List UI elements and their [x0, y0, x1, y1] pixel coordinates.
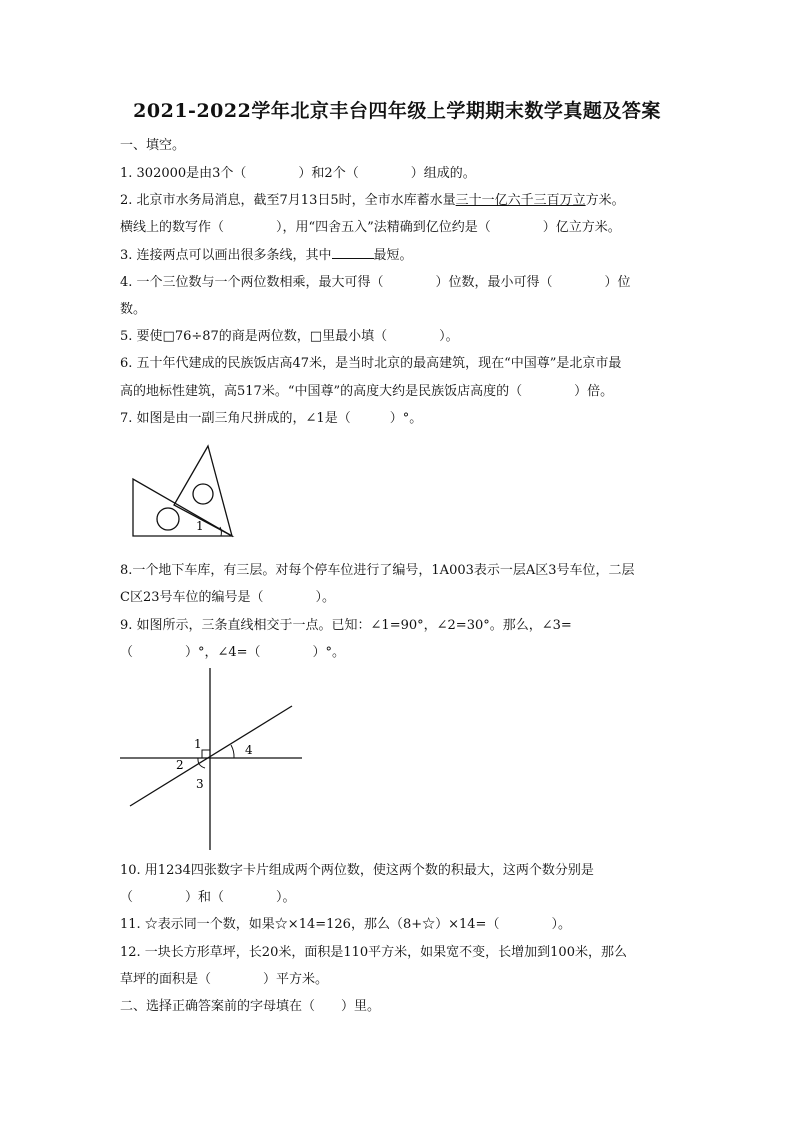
question-8-line-2: C区23号车位的编号是（ ）。 — [120, 590, 335, 605]
question-6-line-2: 高的地标性建筑，高517米。“中国尊”的高度大约是民族饭店高度的（ ）倍。 — [120, 384, 614, 399]
oblique-line — [130, 706, 292, 806]
intersecting-lines-figure — [118, 668, 304, 852]
question-2-unit: 方米。 — [585, 193, 625, 208]
section-heading-choice: 二、选择正确答案前的字母填在（ ）里。 — [120, 999, 381, 1014]
question-3-end: 最短。 — [373, 248, 413, 263]
triangle-rulers-figure — [128, 443, 238, 539]
angle-3-label: 3 — [196, 777, 204, 791]
underlined-number: 三十一亿六千三百万立 — [455, 193, 586, 208]
question-9-line-1: 9. 如图所示，三条直线相交于一点。已知：∠1=90°，∠2=30°。那么，∠3= — [120, 618, 572, 633]
angle-1-label: 1 — [194, 737, 202, 751]
question-4-line-2: 数。 — [120, 302, 147, 317]
page-title: 2021-2022学年北京丰台四年级上学期期末数学真题及答案 — [133, 100, 661, 122]
question-4-line-1: 4. 一个三位数与一个两位数相乘，最大可得（ ）位数，最小可得（ ）位 — [120, 275, 631, 290]
question-3-text: 3. 连接两点可以画出很多条线，其中 — [120, 248, 332, 263]
angle-arc — [220, 527, 221, 536]
question-3 — [120, 246, 413, 265]
angle-4-arc — [231, 745, 234, 758]
angle-2-label: 2 — [176, 758, 184, 772]
question-11: 11. ☆表示同一个数，如果☆×14=126，那么（8+☆）×14=（ ）。 — [120, 917, 571, 932]
question-2-text: 2. 北京市水务局消息，截至7月13日5时，全市水库蓄水量 — [120, 193, 456, 208]
answer-blank — [332, 246, 374, 259]
question-5: 5. 要使□76÷87的商是两位数，□里最小填（ ）。 — [120, 329, 459, 344]
question-10-line-1: 10. 用1234四张数字卡片组成两个两位数，使这两个数的积最大，这两个数分别是 — [120, 863, 594, 878]
question-8-line-1: 8.一个地下车库，有三层。对每个停车位进行了编号，1A003表示一层A区3号车位，二层 — [120, 563, 635, 578]
question-2-line-2: 横线上的数写作（ ），用“四舍五入”法精确到亿位约是（ ）亿立方米。 — [120, 220, 621, 235]
section-heading-fill: 一、填空。 — [120, 138, 186, 153]
question-6-line-1: 6. 五十年代建成的民族饭店高47米，是当时北京的最高建筑，现在“中国尊”是北京市最 — [120, 356, 622, 371]
angle-2-arc — [198, 758, 199, 764]
question-1: 1. 302000是由3个（ ）和2个（ ）组成的。 — [120, 166, 476, 181]
question-12-line-2: 草坪的面积是（ ）平方米。 — [120, 972, 329, 987]
ruler-hole-circle — [193, 484, 213, 504]
question-9-line-2: （ ）°，∠4=（ ）°。 — [120, 645, 346, 660]
question-7: 7. 如图是由一副三角尺拼成的，∠1是（ ）°。 — [120, 411, 423, 426]
ruler-hole-circle — [157, 508, 179, 530]
angle-3-arc — [199, 764, 205, 768]
angle-4-label: 4 — [245, 743, 253, 757]
question-10-line-2: （ ）和（ ）。 — [120, 890, 296, 905]
angle-1-label: 1 — [196, 519, 204, 533]
question-2-line-1 — [120, 192, 625, 210]
question-12-line-1: 12. 一块长方形草坪，长20米，面积是110平方米，如果宽不变，长增加到100米，那么 — [120, 945, 627, 960]
